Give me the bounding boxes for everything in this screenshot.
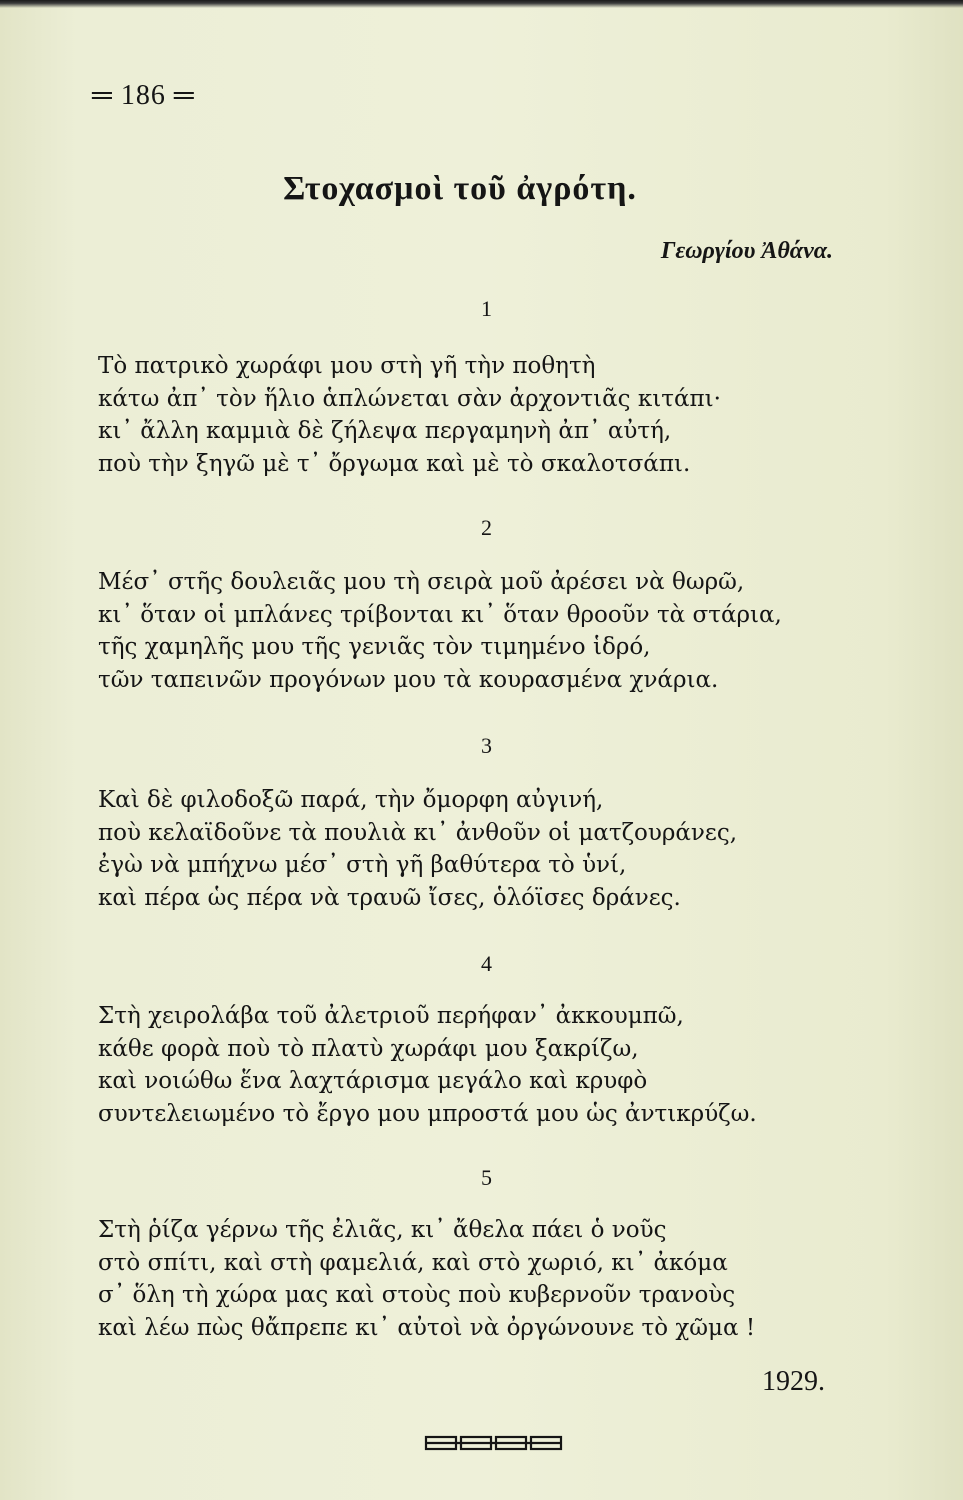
verse-line: κι᾿ ὅταν οἱ μπλάνες τρίβονται κι᾿ ὅταν θροοῦν τὰ στάρια, bbox=[98, 601, 782, 628]
stanza-number: 2 bbox=[481, 515, 492, 540]
verse-line: Στὴ χειρολάβα τοῦ ἀλετριοῦ περήφαν᾿ ἀκκουμπῶ, bbox=[98, 1003, 684, 1029]
ornament-divider-icon bbox=[424, 1434, 564, 1452]
verse-line: τῆς χαμηλῆς μου τῆς γενιᾶς τὸν τιμημένο ἱδρό, bbox=[98, 634, 651, 660]
verse-line: ποὺ τὴν ξηγῶ μὲ τ᾿ ὄργωμα καὶ μὲ τὸ σκαλοτσάπι. bbox=[98, 450, 691, 477]
verse-line: καὶ πέρα ὡς πέρα νὰ τραυῶ ἴσες, ὁλόϊσες δράνες. bbox=[98, 884, 681, 911]
verse-line: ποὺ κελαϊδοῦνε τὰ πουλιὰ κι᾿ ἀνθοῦν οἱ ματζουράνες, bbox=[98, 819, 738, 846]
stanza bbox=[98, 784, 858, 914]
verse-line: Στὴ ῥίζα γέρνω τῆς ἐλιᾶς, κι᾿ ἄθελα πάει ὁ νοῦς bbox=[98, 1217, 667, 1243]
verse-line: τῶν ταπεινῶν προγόνων μου τὰ κουρασμένα χνάρια. bbox=[98, 666, 719, 693]
stanza-number: 1 bbox=[481, 296, 492, 321]
verse-line: κι᾿ ἄλλη καμμιὰ δὲ ζήλεψα περγαμηνὴ ἀπ᾿ αὐτή, bbox=[98, 418, 672, 444]
stanza-number: 3 bbox=[481, 733, 492, 758]
verse-line: Μέσ᾿ στῆς δουλειᾶς μου τὴ σειρὰ μοῦ ἀρέσει νὰ θωρῶ, bbox=[98, 569, 745, 595]
stanza bbox=[98, 1000, 858, 1130]
verse-line: κάθε φορὰ ποὺ τὸ πλατὺ χωράφι μου ξακρίζω, bbox=[98, 1035, 639, 1062]
verse-line: κάτω ἀπ᾿ τὸν ἥλιο ἁπλώνεται σὰν ἀρχοντιᾶς κιτάπι· bbox=[98, 385, 721, 412]
stanza bbox=[98, 350, 858, 480]
poem-year: 1929. bbox=[762, 1366, 825, 1397]
stanza bbox=[98, 1214, 858, 1344]
stanza-number: 5 bbox=[481, 1165, 492, 1190]
poem-author: Γεωργίου Ἀθάνα. bbox=[660, 238, 833, 264]
page-top-edge bbox=[0, 0, 963, 8]
poem-title: Στοχασμοὶ τοῦ ἀγρότη. bbox=[283, 170, 637, 207]
verse-line: Καὶ δὲ φιλοδοξῶ παρά, τὴν ὄμορφη αὐγινή, bbox=[98, 787, 604, 813]
page-number-header: ═ 186 ═ bbox=[92, 80, 195, 111]
verse-line: σ᾿ ὅλη τὴ χώρα μας καὶ στοὺς ποὺ κυβερνοῦν τρανοὺς bbox=[98, 1282, 736, 1308]
verse-line: καὶ λέω πὼς θἄπρεπε κι᾿ αὐτοὶ νὰ ὀργώνουνε τὸ χῶμα ! bbox=[98, 1314, 756, 1341]
verse-line: καὶ νοιώθω ἕνα λαχτάρισμα μεγάλο καὶ κρυφὸ bbox=[98, 1068, 648, 1094]
verse-line: στὸ σπίτι, καὶ στὴ φαμελιά, καὶ στὸ χωριό, κι᾿ ἀκόμα bbox=[98, 1249, 728, 1276]
verse-line: συντελειωμένο τὸ ἔργο μου μπροστά μου ὡς ἀντικρύζω. bbox=[98, 1100, 757, 1127]
stanza bbox=[98, 566, 858, 696]
verse-line: Τὸ πατρικὸ χωράφι μου στὴ γῆ τὴν ποθητὴ bbox=[98, 353, 596, 379]
stanza-number: 4 bbox=[481, 951, 492, 976]
verse-line: ἐγὼ νὰ μπήχνω μέσ᾿ στὴ γῆ βαθύτερα τὸ ὑνί, bbox=[98, 852, 627, 878]
